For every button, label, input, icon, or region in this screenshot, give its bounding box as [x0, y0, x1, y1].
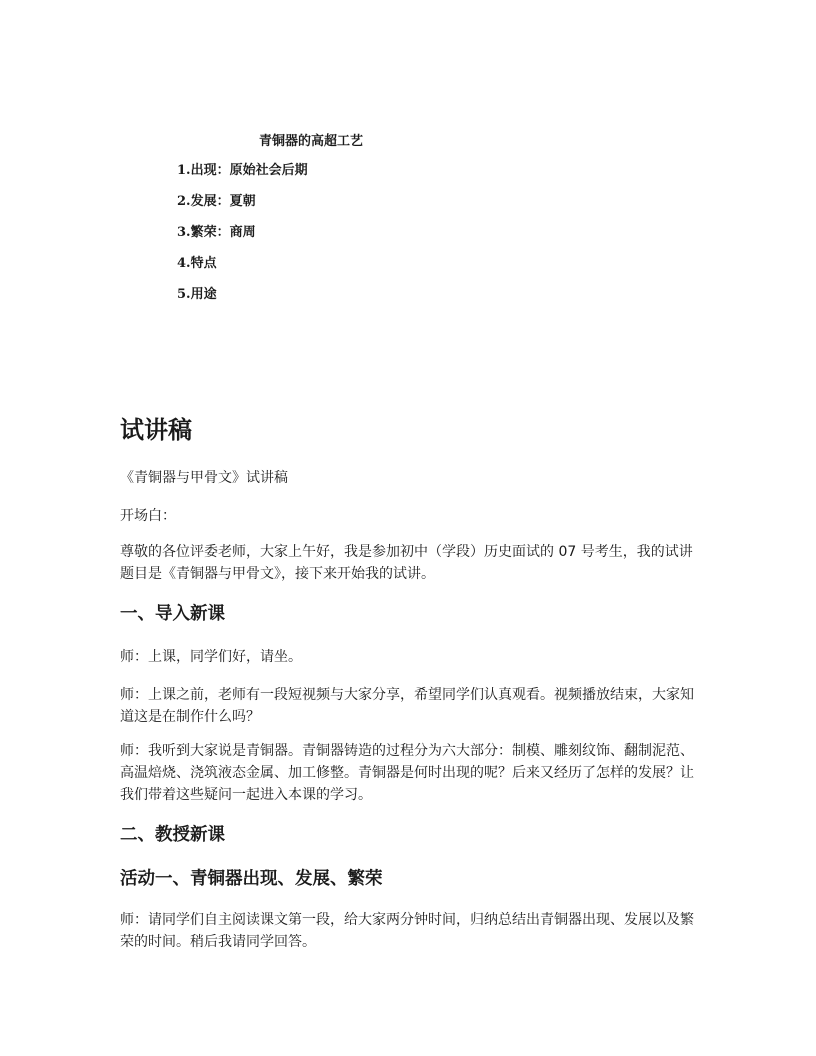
board-item: 1.出现：原始社会后期 [177, 163, 308, 178]
document-subtitle: 《青铜器与甲骨文》试讲稿 [120, 470, 288, 486]
opening-label: 开场白： [120, 508, 176, 524]
paragraph: 师：上课，同学们好，请坐。 [120, 649, 302, 665]
activity-heading: 活动一、青铜器出现、发展、繁荣 [120, 869, 383, 889]
paragraph: 师：上课之前，老师有一段短视频与大家分享，希望同学们认真观看。视频播放结束，大家知道这是在制作什么吗？ [120, 687, 694, 725]
board-title: 青铜器的高超工艺 [259, 134, 364, 149]
board-outline-list [177, 162, 308, 317]
paragraph: 师：请同学们自主阅读课文第一段，给大家两分钟时间，归纳总结出青铜器出现、发展以及繁荣的时间。稍后我请同学回答。 [120, 912, 694, 950]
board-item: 4.特点 [177, 256, 217, 271]
section-heading-teaching: 二、教授新课 [120, 825, 225, 845]
board-item: 3.繁荣：商周 [177, 225, 256, 240]
greeting-paragraph: 尊敬的各位评委老师，大家上午好，我是参加初中（学段）历史面试的 07 号考生，我的试讲题目是《青铜器与甲骨文》，接下来开始我的试讲。 [120, 544, 693, 582]
board-item: 2.发展：夏朝 [177, 194, 256, 209]
document-heading: 试讲稿 [120, 416, 192, 444]
board-item: 5.用途 [177, 287, 217, 302]
section-heading-intro: 一、导入新课 [120, 604, 225, 624]
paragraph: 师：我听到大家说是青铜器。青铜器铸造的过程分为六大部分：制模、雕刻纹饰、翻制泥范、高温焙烧、浇筑液态金属、加工修整。青铜器是何时出现的呢？后来又经历了怎样的发展？让我们带着这些疑问一起进入本课的学习。 [120, 743, 694, 803]
